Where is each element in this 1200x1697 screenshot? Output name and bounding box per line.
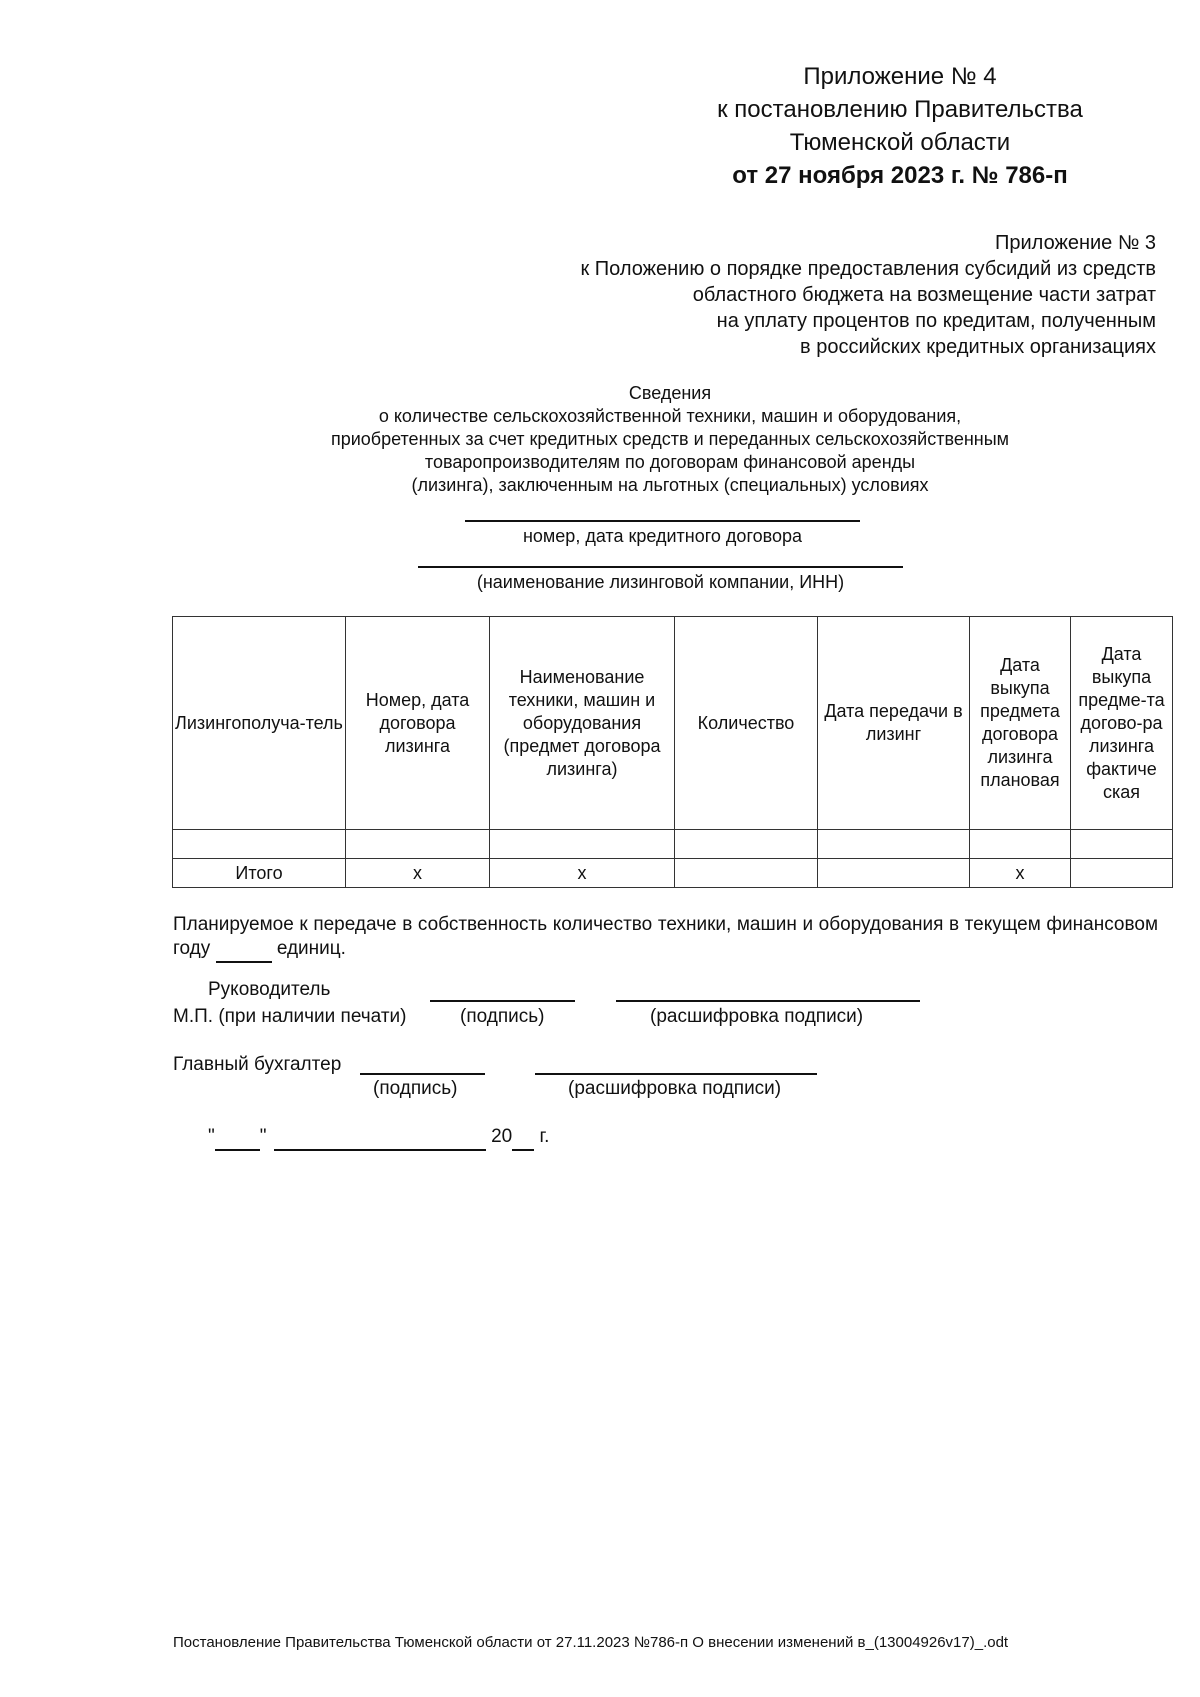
document-heading: [170, 382, 1170, 497]
year-field[interactable]: [512, 1125, 534, 1151]
total-cell[interactable]: [818, 859, 970, 888]
header-lessee: Лизингополуча-тель: [173, 617, 346, 830]
table-cell[interactable]: [1071, 830, 1173, 859]
table-row: [173, 830, 1173, 859]
header-quantity: Количество: [675, 617, 818, 830]
appendix-4-block: [660, 60, 1140, 192]
table-cell[interactable]: [346, 830, 490, 859]
table-cell[interactable]: [970, 830, 1071, 859]
appendix-4-region: Тюменской области: [789, 129, 1011, 156]
total-label: Итого: [173, 859, 346, 888]
date-open-quote: ": [208, 1126, 215, 1147]
total-cell: х: [970, 859, 1071, 888]
year-suffix: г.: [539, 1126, 550, 1147]
total-cell: х: [346, 859, 490, 888]
accountant-decode-field[interactable]: [535, 1073, 817, 1075]
accountant-signature-field[interactable]: [360, 1073, 485, 1075]
total-cell[interactable]: [1071, 859, 1173, 888]
appendix-3-title: Приложение № 3: [995, 232, 1156, 254]
date-line: [208, 1125, 549, 1151]
appendix-3-line-3: областного бюджета на возмещение части затрат: [692, 284, 1156, 306]
table-cell[interactable]: [675, 830, 818, 859]
header-equipment-name: Наименование техники, машин и оборудования (предмет договора лизинга): [490, 617, 675, 830]
planned-units: единиц.: [276, 938, 346, 959]
table-header-row: [173, 617, 1173, 830]
credit-agreement-caption: номер, дата кредитного договора: [522, 526, 803, 546]
accountant-signature-caption: (подпись): [373, 1078, 458, 1099]
total-cell[interactable]: [675, 859, 818, 888]
planned-text: Планируемое к передаче в собственность количество техники, машин и оборудования в текущем финансовом году: [173, 914, 1158, 959]
header-transfer-date: Дата передачи в лизинг: [818, 617, 970, 830]
year-prefix: 20: [491, 1126, 513, 1147]
appendix-3-line-4: на уплату процентов по кредитам, полученным: [716, 310, 1156, 332]
table-cell[interactable]: [173, 830, 346, 859]
leasing-company-field[interactable]: [418, 566, 903, 568]
appendix-4-reference: к постановлению Правительства: [717, 96, 1083, 123]
heading-line-4: товаропроизводителям по договорам финансовой аренды: [424, 452, 916, 472]
table-cell[interactable]: [490, 830, 675, 859]
table-cell[interactable]: [818, 830, 970, 859]
header-planned-buyout-date: Дата выкупа предмета договора лизинга плановая: [970, 617, 1071, 830]
head-decode-field[interactable]: [616, 1000, 920, 1002]
heading-line-3: приобретенных за счет кредитных средств и переданных сельскохозяйственным: [330, 429, 1010, 449]
document-footer: Постановление Правительства Тюменской области от 27.11.2023 №786-п О внесении изменений в_(13004926v17)_.odt: [173, 1634, 1009, 1651]
appendix-3-block: [400, 230, 1156, 360]
appendix-3-line-5: в российских кредитных организациях: [800, 336, 1156, 358]
month-field[interactable]: [274, 1125, 486, 1151]
total-cell: х: [490, 859, 675, 888]
stamp-label: М.П. (при наличии печати): [173, 1006, 407, 1027]
appendix-4-date-number: от 27 ноября 2023 г. № 786-п: [732, 162, 1068, 189]
leasing-table: [172, 616, 1173, 888]
credit-agreement-field[interactable]: [465, 520, 860, 522]
head-signature-caption: (подпись): [460, 1006, 545, 1027]
header-actual-buyout-date: Дата выкупа предме-та догово-ра лизинга фактиче ская: [1071, 617, 1173, 830]
total-row: [173, 859, 1173, 888]
heading-line-5: (лизинга), заключенным на льготных (специальных) условиях: [411, 475, 929, 495]
leasing-company-caption: (наименование лизинговой компании, ИНН): [476, 572, 845, 592]
planned-transfer-paragraph: [173, 913, 1158, 963]
header-lease-number-date: Номер, дата договора лизинга: [346, 617, 490, 830]
accountant-label: Главный бухгалтер: [173, 1054, 342, 1075]
planned-quantity-field[interactable]: [216, 937, 272, 963]
accountant-decode-caption: (расшифровка подписи): [568, 1078, 782, 1099]
head-label: Руководитель: [208, 979, 331, 1000]
appendix-4-title: Приложение № 4: [803, 63, 997, 90]
date-close-quote: ": [259, 1126, 267, 1147]
heading-line-2: о количестве сельскохозяйственной техники, машин и оборудования,: [378, 406, 962, 426]
appendix-3-line-2: к Положению о порядке предоставления субсидий из средств: [580, 258, 1156, 280]
head-signature-field[interactable]: [430, 1000, 575, 1002]
day-field[interactable]: [215, 1125, 260, 1151]
heading-title: Сведения: [628, 383, 712, 403]
head-decode-caption: (расшифровка подписи): [650, 1006, 864, 1027]
